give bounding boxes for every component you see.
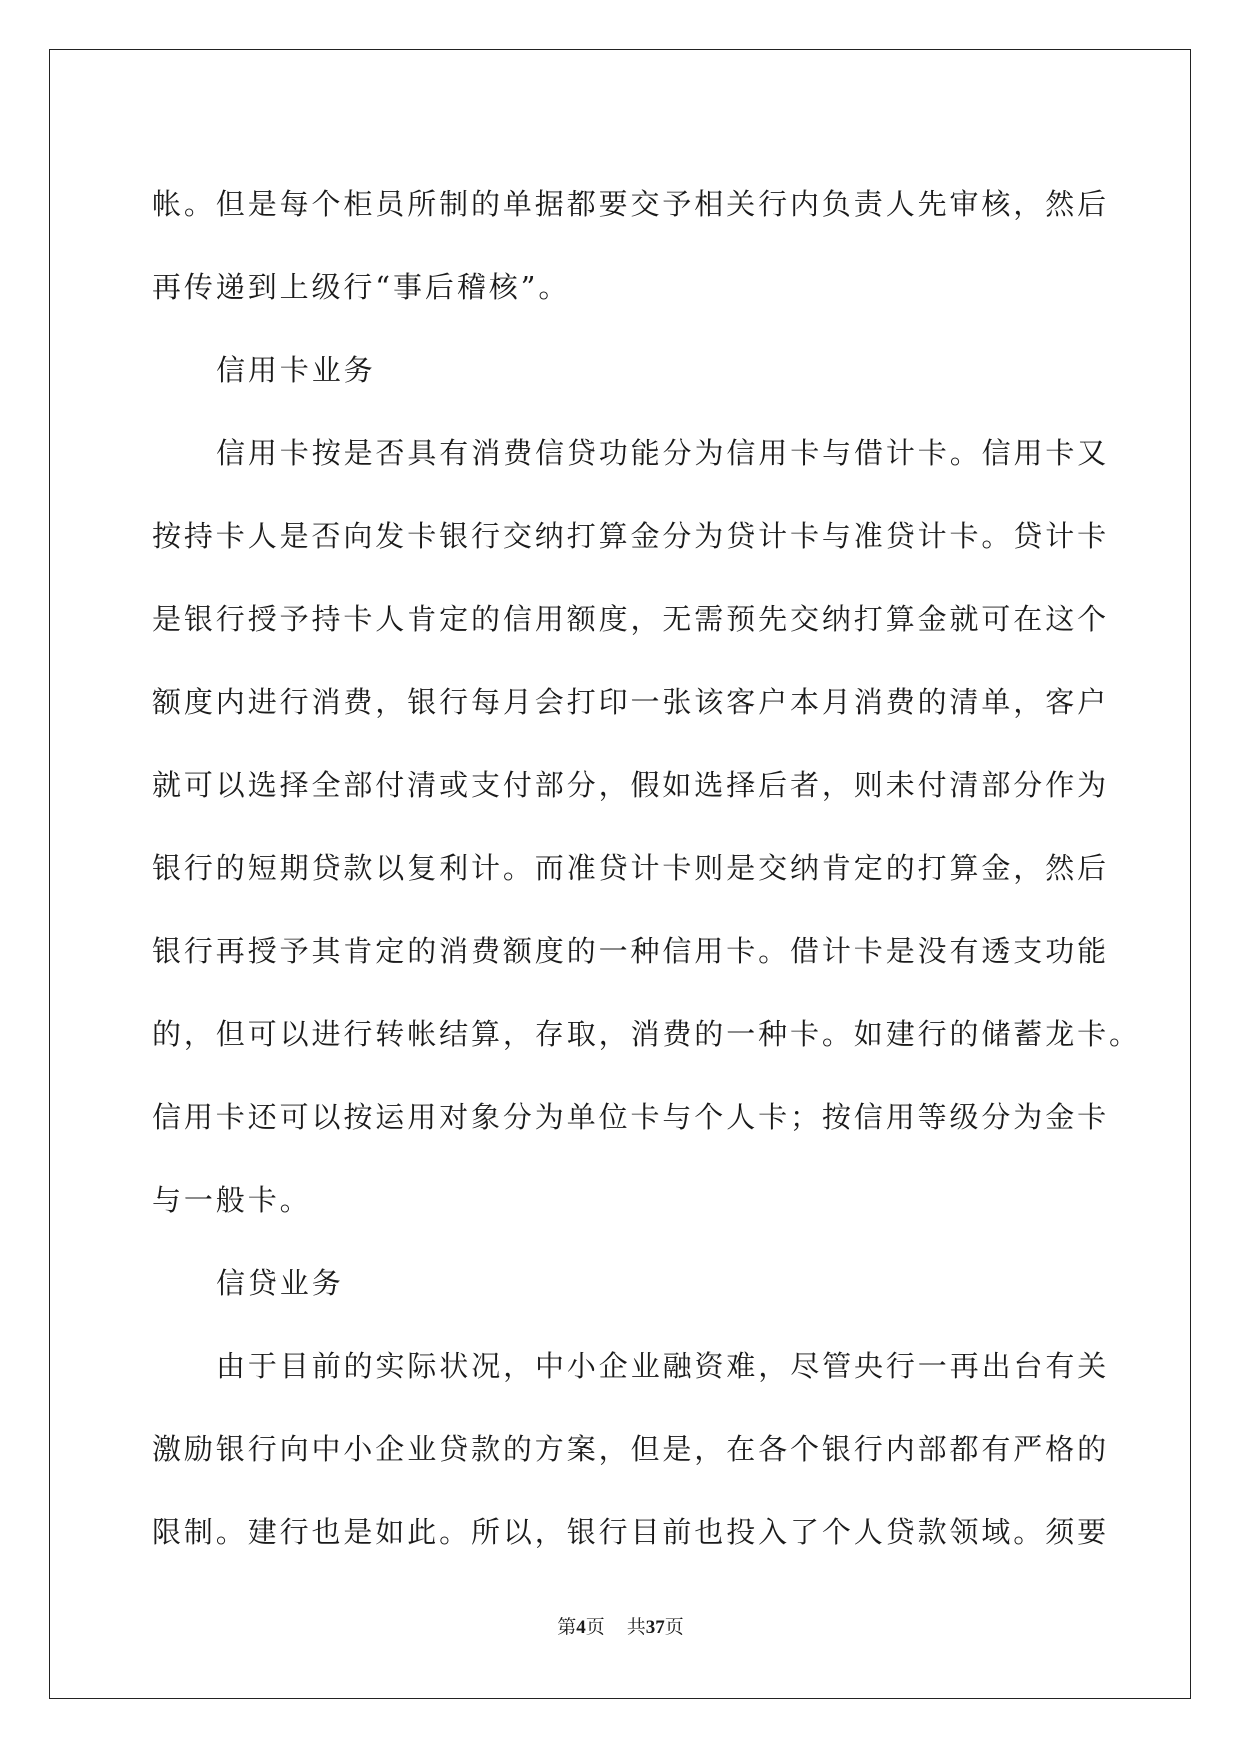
- section-heading-credit-card: 信用卡业务: [216, 353, 376, 387]
- text-line-10: 银行再授予其肯定的消费额度的一种信用卡。借计卡是没有透支功能: [152, 934, 1110, 968]
- text-line-9: 银行的短期贷款以复利计。而准贷计卡则是交纳肯定的打算金，然后: [152, 851, 1110, 885]
- text-line-15: 由于目前的实际状况，中小企业融资难，尽管央行一再出台有关: [216, 1349, 1110, 1383]
- footer-total-suffix: 页: [664, 1617, 684, 1638]
- document-body: [152, 163, 1141, 1574]
- footer-page-suffix: 页: [585, 1617, 605, 1638]
- text-line-17: 限制。建行也是如此。所以，银行目前也投入了个人贷款领域。须要: [152, 1515, 1110, 1549]
- text-line-1: 帐。但是每个柜员所制的单据都要交予相关行内负责人先审核，然后: [152, 187, 1110, 221]
- footer-total-pages: 37: [645, 1617, 665, 1638]
- text-line-16: 激励银行向中小企业贷款的方案，但是，在各个银行内部都有严格的: [152, 1432, 1110, 1466]
- text-line-8: 就可以选择全部付清或支付部分，假如选择后者，则未付清部分作为: [152, 768, 1110, 802]
- text-line-7: 额度内进行消费，银行每月会打印一张该客户本月消费的清单，客户: [152, 685, 1110, 719]
- text-line-6: 是银行授予持卡人肯定的信用额度，无需预先交纳打算金就可在这个: [152, 602, 1110, 636]
- text-line-12: 信用卡还可以按运用对象分为单位卡与个人卡；按信用等级分为金卡: [152, 1100, 1110, 1134]
- section-heading-loan: 信贷业务: [216, 1266, 344, 1300]
- footer-prefix: 第: [557, 1617, 577, 1638]
- text-line-4: 信用卡按是否具有消费信贷功能分为信用卡与借计卡。信用卡又: [216, 436, 1110, 470]
- text-line-5: 按持卡人是否向发卡银行交纳打算金分为贷计卡与准贷计卡。贷计卡: [152, 519, 1110, 553]
- text-line-2: 再传递到上级行“事后稽核”。: [152, 270, 571, 304]
- page-footer: [0, 1612, 1241, 1639]
- text-line-13: 与一般卡。: [152, 1183, 312, 1217]
- footer-total-prefix: 共: [626, 1617, 646, 1638]
- footer-page-number: 4: [576, 1617, 586, 1638]
- text-line-11: 的，但可以进行转帐结算，存取，消费的一种卡。如建行的储蓄龙卡。: [152, 1017, 1141, 1051]
